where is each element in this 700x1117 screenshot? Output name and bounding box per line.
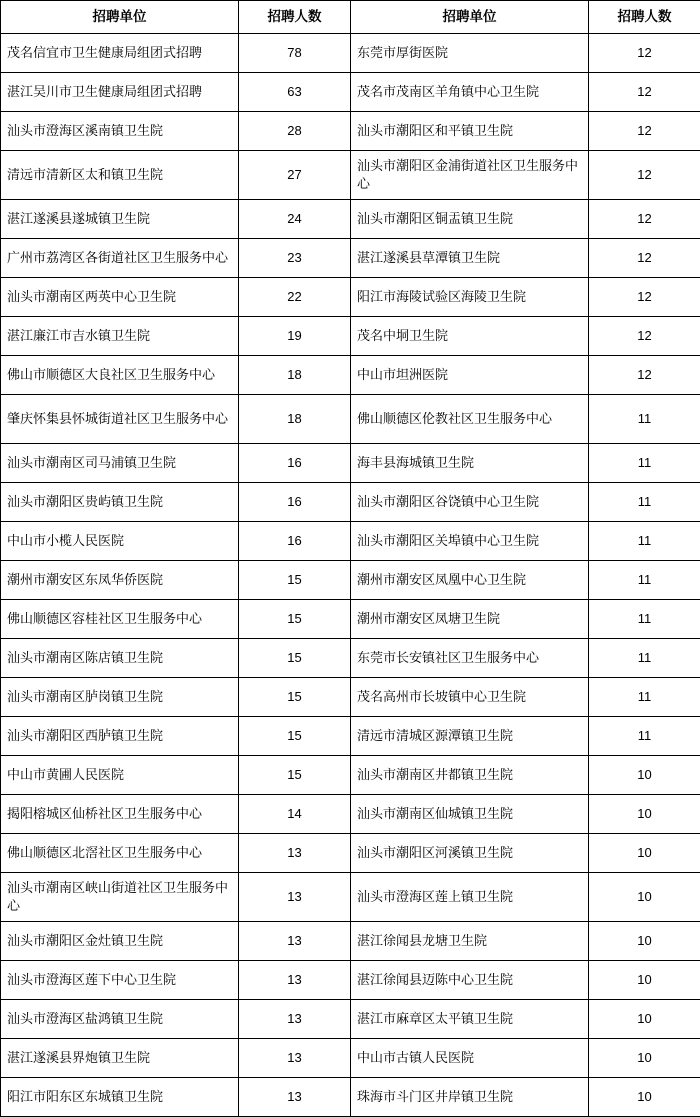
- cell-count-right: 10: [589, 1039, 700, 1078]
- cell-count-left: 15: [239, 639, 351, 678]
- cell-count-right: 11: [589, 678, 700, 717]
- cell-unit-left: 中山市小榄人民医院: [1, 522, 239, 561]
- table-row: [1, 278, 700, 317]
- cell-count-left: 13: [239, 834, 351, 873]
- cell-unit-left: 揭阳榕城区仙桥社区卫生服务中心: [1, 795, 239, 834]
- cell-count-right: 10: [589, 873, 700, 922]
- cell-unit-right: 湛江市麻章区太平镇卫生院: [351, 1000, 589, 1039]
- cell-count-right: 12: [589, 278, 700, 317]
- cell-count-right: 11: [589, 522, 700, 561]
- cell-unit-right: 海丰县海城镇卫生院: [351, 444, 589, 483]
- table-row: [1, 200, 700, 239]
- cell-count-right: 10: [589, 795, 700, 834]
- cell-count-right: 11: [589, 483, 700, 522]
- cell-unit-right: 茂名高州市长坡镇中心卫生院: [351, 678, 589, 717]
- cell-unit-right: 汕头市潮阳区和平镇卫生院: [351, 112, 589, 151]
- cell-unit-left: 汕头市潮南区胪岗镇卫生院: [1, 678, 239, 717]
- table-row: [1, 600, 700, 639]
- table-row: [1, 922, 700, 961]
- cell-count-right: 11: [589, 600, 700, 639]
- table-row: [1, 151, 700, 200]
- cell-count-right: 10: [589, 961, 700, 1000]
- cell-count-left: 18: [239, 395, 351, 444]
- cell-count-left: 18: [239, 356, 351, 395]
- column-header-count-left: 招聘人数: [239, 1, 351, 34]
- cell-unit-right: 清远市清城区源潭镇卫生院: [351, 717, 589, 756]
- cell-count-left: 24: [239, 200, 351, 239]
- cell-count-left: 28: [239, 112, 351, 151]
- cell-count-right: 11: [589, 561, 700, 600]
- cell-unit-right: 潮州市潮安区凤塘卫生院: [351, 600, 589, 639]
- cell-unit-right: 东莞市长安镇社区卫生服务中心: [351, 639, 589, 678]
- table-row: [1, 678, 700, 717]
- cell-unit-left: 肇庆怀集县怀城街道社区卫生服务中心: [1, 395, 239, 444]
- column-header-unit-right: 招聘单位: [351, 1, 589, 34]
- cell-unit-left: 佛山市顺德区大良社区卫生服务中心: [1, 356, 239, 395]
- cell-unit-right: 中山市坦洲医院: [351, 356, 589, 395]
- cell-unit-right: 汕头市潮阳区谷饶镇中心卫生院: [351, 483, 589, 522]
- cell-unit-left: 汕头市潮阳区金灶镇卫生院: [1, 922, 239, 961]
- cell-count-right: 12: [589, 34, 700, 73]
- table-row: [1, 395, 700, 444]
- cell-count-left: 14: [239, 795, 351, 834]
- cell-unit-right: 东莞市厚街医院: [351, 34, 589, 73]
- cell-unit-left: 湛江遂溪县界炮镇卫生院: [1, 1039, 239, 1078]
- cell-unit-right: 汕头市潮阳区关埠镇中心卫生院: [351, 522, 589, 561]
- table-row: [1, 639, 700, 678]
- cell-unit-right: 佛山顺德区伦教社区卫生服务中心: [351, 395, 589, 444]
- cell-unit-left: 佛山顺德区容桂社区卫生服务中心: [1, 600, 239, 639]
- table-row: [1, 717, 700, 756]
- cell-count-right: 10: [589, 1078, 700, 1117]
- cell-unit-left: 汕头市潮南区两英中心卫生院: [1, 278, 239, 317]
- cell-unit-right: 茂名市茂南区羊角镇中心卫生院: [351, 73, 589, 112]
- cell-unit-left: 中山市黄圃人民医院: [1, 756, 239, 795]
- cell-count-right: 11: [589, 639, 700, 678]
- cell-unit-left: 阳江市阳东区东城镇卫生院: [1, 1078, 239, 1117]
- cell-unit-right: 湛江遂溪县草潭镇卫生院: [351, 239, 589, 278]
- cell-unit-left: 汕头市潮南区陈店镇卫生院: [1, 639, 239, 678]
- cell-count-left: 15: [239, 600, 351, 639]
- cell-count-left: 27: [239, 151, 351, 200]
- cell-count-right: 10: [589, 1000, 700, 1039]
- table-row: [1, 317, 700, 356]
- cell-unit-right: 中山市古镇人民医院: [351, 1039, 589, 1078]
- cell-unit-right: 潮州市潮安区凤凰中心卫生院: [351, 561, 589, 600]
- cell-unit-right: 汕头市潮南区井都镇卫生院: [351, 756, 589, 795]
- cell-unit-right: 茂名中垌卫生院: [351, 317, 589, 356]
- cell-unit-left: 湛江遂溪县遂城镇卫生院: [1, 200, 239, 239]
- cell-count-left: 63: [239, 73, 351, 112]
- table-row: [1, 756, 700, 795]
- cell-count-right: 10: [589, 922, 700, 961]
- cell-unit-left: 佛山顺德区北滘社区卫生服务中心: [1, 834, 239, 873]
- table-row: [1, 873, 700, 922]
- cell-count-right: 12: [589, 73, 700, 112]
- cell-unit-left: 湛江廉江市吉水镇卫生院: [1, 317, 239, 356]
- cell-count-left: 15: [239, 717, 351, 756]
- cell-unit-left: 汕头市澄海区盐鸿镇卫生院: [1, 1000, 239, 1039]
- cell-unit-left: 广州市荔湾区各街道社区卫生服务中心: [1, 239, 239, 278]
- cell-unit-left: 汕头市潮南区峡山街道社区卫生服务中心: [1, 873, 239, 922]
- cell-count-left: 16: [239, 483, 351, 522]
- column-header-count-right: 招聘人数: [589, 1, 700, 34]
- cell-unit-right: 汕头市潮阳区河溪镇卫生院: [351, 834, 589, 873]
- cell-count-right: 12: [589, 239, 700, 278]
- cell-unit-left: 潮州市潮安区东凤华侨医院: [1, 561, 239, 600]
- cell-count-right: 10: [589, 834, 700, 873]
- cell-count-right: 12: [589, 112, 700, 151]
- cell-count-left: 16: [239, 522, 351, 561]
- cell-unit-left: 汕头市潮南区司马浦镇卫生院: [1, 444, 239, 483]
- cell-count-right: 11: [589, 717, 700, 756]
- cell-count-right: 12: [589, 200, 700, 239]
- cell-unit-right: 汕头市潮阳区金浦街道社区卫生服务中心: [351, 151, 589, 200]
- cell-unit-right: 汕头市潮阳区铜盂镇卫生院: [351, 200, 589, 239]
- cell-unit-right: 珠海市斗门区井岸镇卫生院: [351, 1078, 589, 1117]
- table-row: [1, 834, 700, 873]
- cell-unit-right: 湛江徐闻县龙塘卫生院: [351, 922, 589, 961]
- cell-count-right: 10: [589, 756, 700, 795]
- cell-count-left: 13: [239, 873, 351, 922]
- cell-unit-left: 茂名信宜市卫生健康局组团式招聘: [1, 34, 239, 73]
- table-row: [1, 73, 700, 112]
- cell-count-left: 13: [239, 922, 351, 961]
- table-body: [1, 34, 700, 1117]
- cell-count-left: 13: [239, 1039, 351, 1078]
- cell-count-left: 19: [239, 317, 351, 356]
- cell-count-left: 13: [239, 1078, 351, 1117]
- table-row: [1, 561, 700, 600]
- cell-count-left: 13: [239, 961, 351, 1000]
- cell-count-right: 12: [589, 356, 700, 395]
- cell-count-right: 11: [589, 444, 700, 483]
- table-row: [1, 795, 700, 834]
- table-row: [1, 239, 700, 278]
- table-header: [1, 1, 700, 34]
- table-row: [1, 112, 700, 151]
- table-row: [1, 961, 700, 1000]
- cell-unit-left: 汕头市澄海区溪南镇卫生院: [1, 112, 239, 151]
- cell-count-left: 16: [239, 444, 351, 483]
- cell-count-left: 13: [239, 1000, 351, 1039]
- table-row: [1, 444, 700, 483]
- table-row: [1, 1078, 700, 1117]
- cell-unit-left: 湛江吴川市卫生健康局组团式招聘: [1, 73, 239, 112]
- cell-unit-left: 汕头市潮阳区西胪镇卫生院: [1, 717, 239, 756]
- table-row: [1, 34, 700, 73]
- column-header-unit-left: 招聘单位: [1, 1, 239, 34]
- cell-unit-right: 汕头市潮南区仙城镇卫生院: [351, 795, 589, 834]
- table-row: [1, 356, 700, 395]
- cell-unit-right: 汕头市澄海区莲上镇卫生院: [351, 873, 589, 922]
- cell-count-left: 15: [239, 561, 351, 600]
- cell-unit-left: 汕头市澄海区莲下中心卫生院: [1, 961, 239, 1000]
- cell-unit-left: 汕头市潮阳区贵屿镇卫生院: [1, 483, 239, 522]
- cell-unit-right: 阳江市海陵试验区海陵卫生院: [351, 278, 589, 317]
- cell-count-right: 12: [589, 151, 700, 200]
- table-row: [1, 1039, 700, 1078]
- header-row: [1, 1, 700, 34]
- cell-unit-left: 清远市清新区太和镇卫生院: [1, 151, 239, 200]
- cell-count-left: 15: [239, 756, 351, 795]
- cell-count-left: 22: [239, 278, 351, 317]
- table-row: [1, 1000, 700, 1039]
- cell-unit-right: 湛江徐闻县迈陈中心卫生院: [351, 961, 589, 1000]
- cell-count-left: 15: [239, 678, 351, 717]
- cell-count-left: 78: [239, 34, 351, 73]
- cell-count-right: 12: [589, 317, 700, 356]
- table-row: [1, 483, 700, 522]
- table-row: [1, 522, 700, 561]
- cell-count-left: 23: [239, 239, 351, 278]
- cell-count-right: 11: [589, 395, 700, 444]
